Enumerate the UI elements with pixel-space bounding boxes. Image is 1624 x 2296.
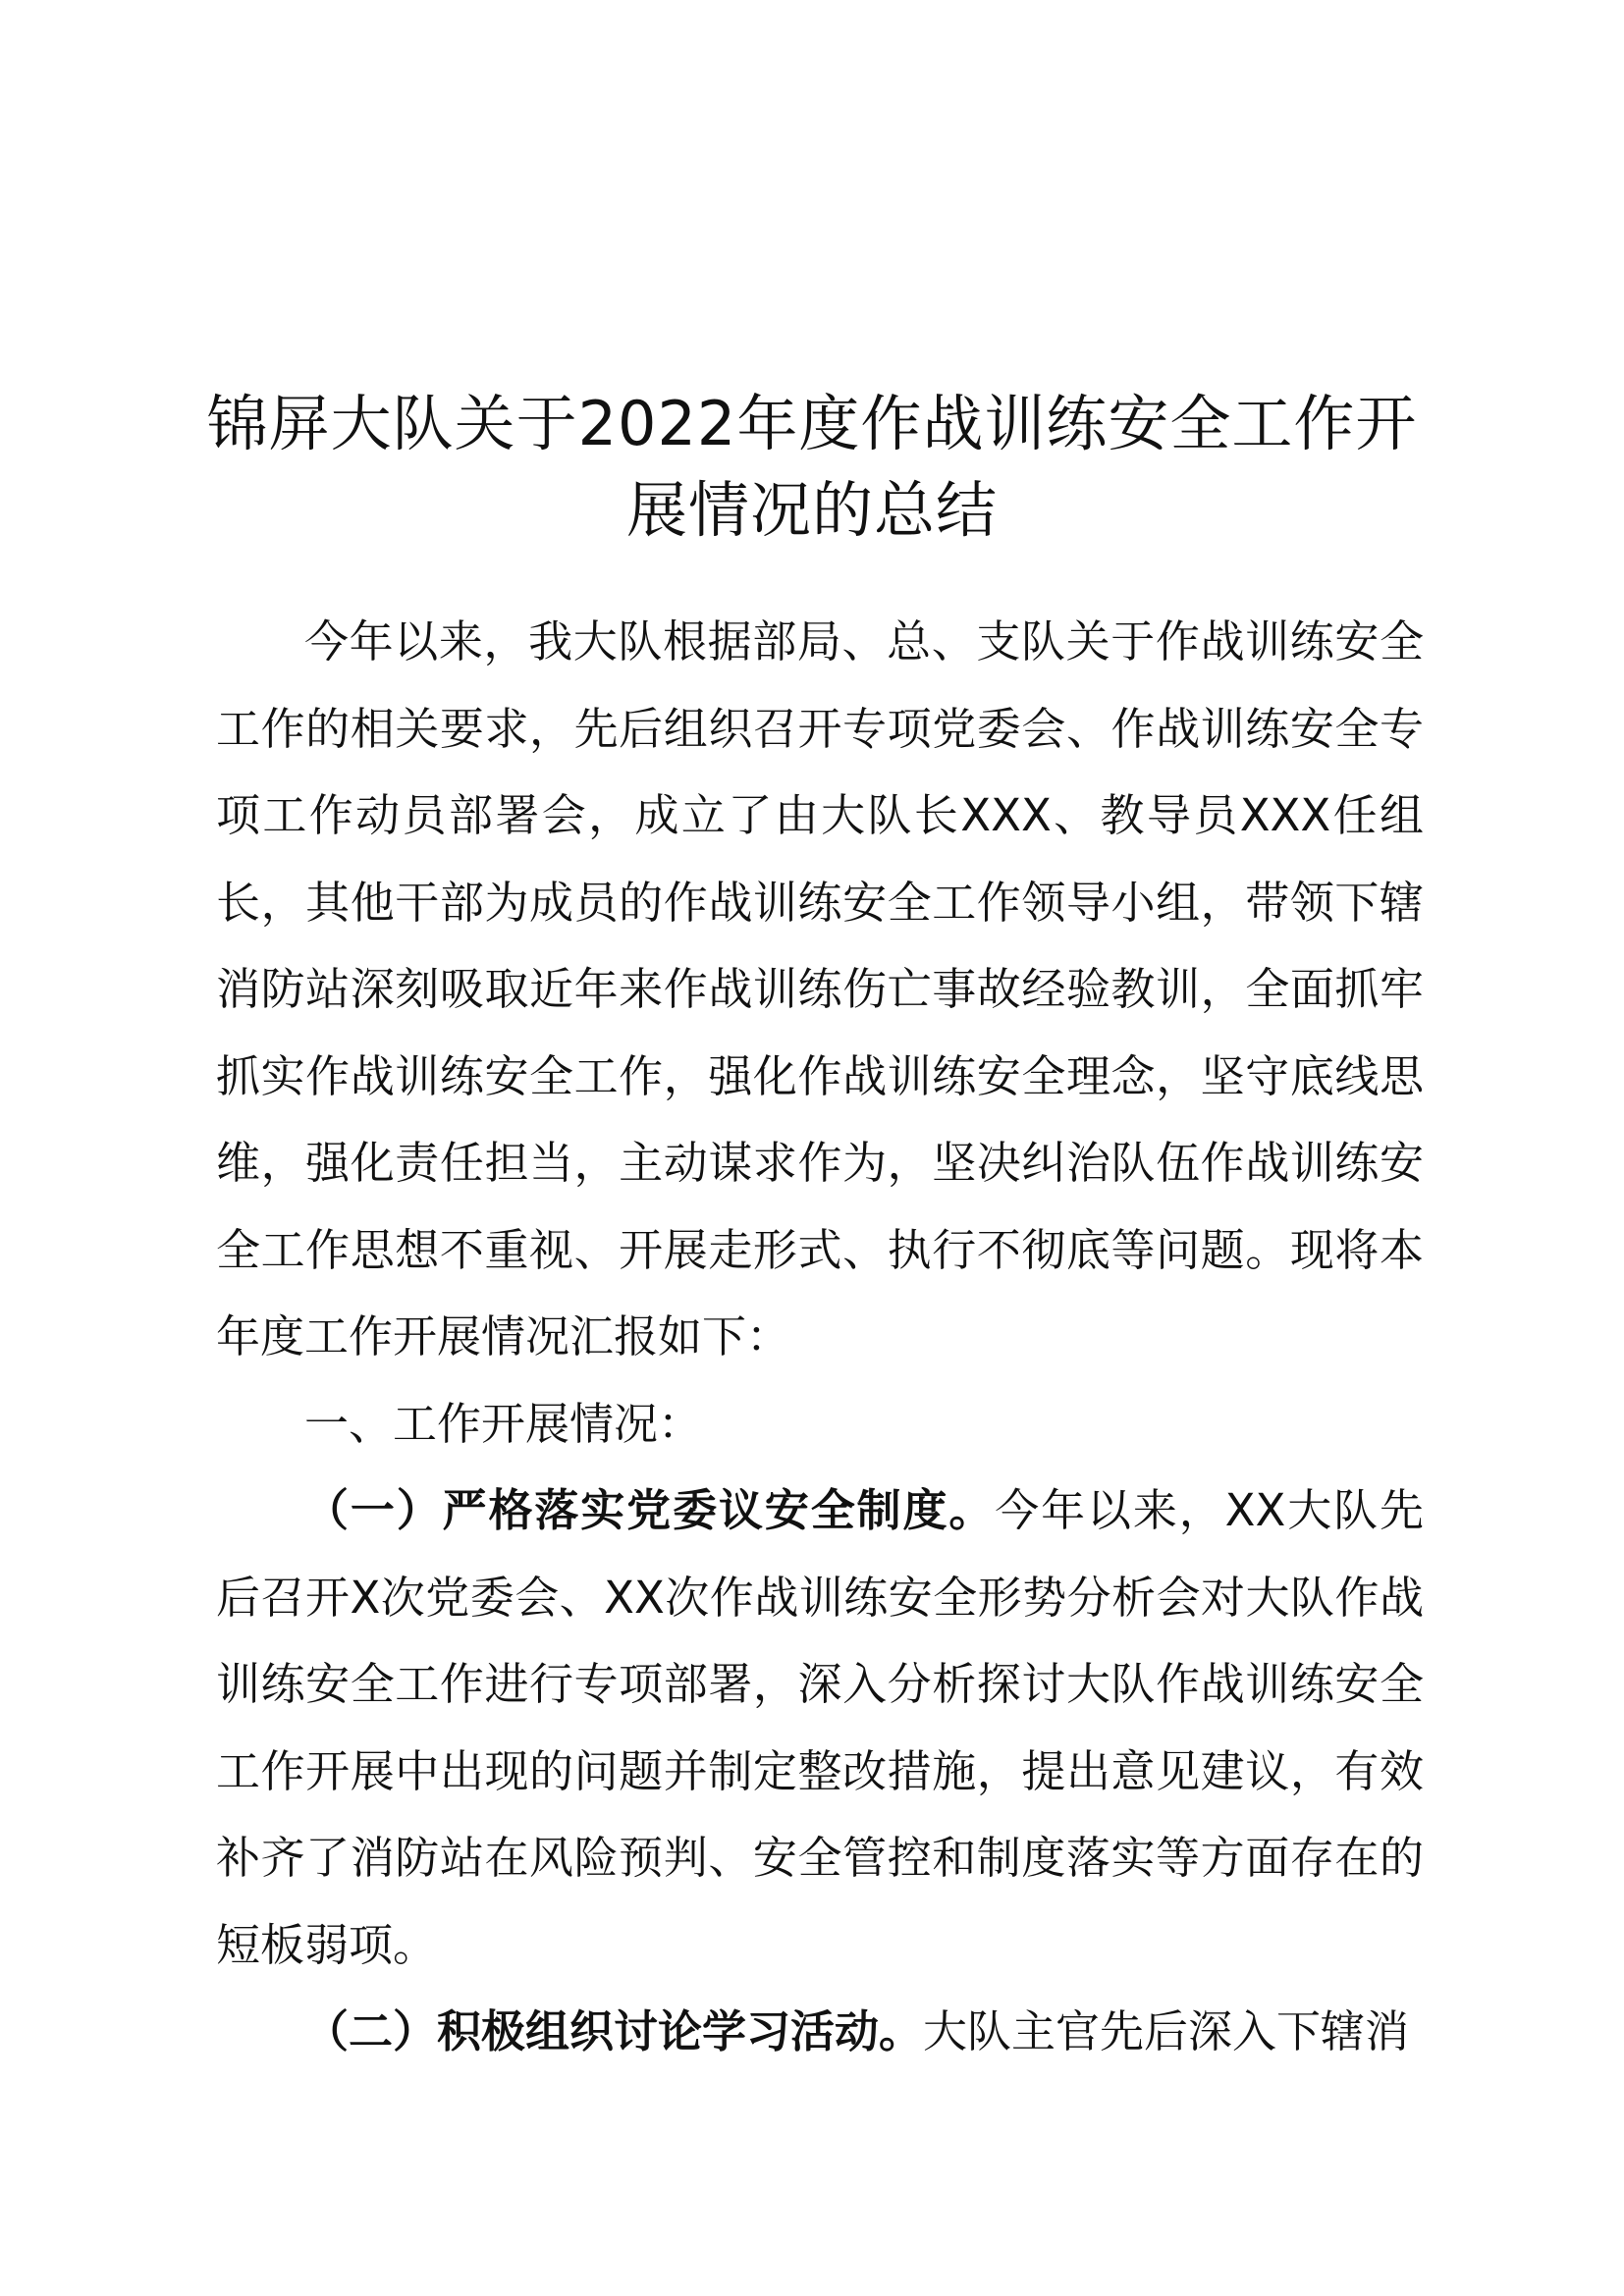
title-line-1: 锦屏大队关于2022年度作战训练安全工作开 [206, 388, 1418, 459]
document-title [196, 381, 1428, 554]
item-paragraph-1 [216, 1468, 1424, 1989]
item-paragraph-2 [216, 1989, 1424, 2076]
item-lead-1: （一）严格落实党委议安全制度。 [304, 1484, 996, 1536]
title-line-2: 展情况的总结 [625, 474, 998, 546]
item-lead-2: （二）积极组织讨论学习活动。 [304, 2005, 924, 2057]
section-heading: 一、工作开展情况： [304, 1397, 703, 1450]
item-text-2: 大队主官先后深入下辖消 [923, 2005, 1410, 2057]
document-body [216, 599, 1424, 2076]
intro-paragraph: 今年以来，我大队根据部局、总、支队关于作战训练安全工作的相关要求，先后组织召开专项党委会、作战训练安全专项工作动员部署会，成立了由大队长XXX、教导员XXX任组长，其他干部为成员的作战训练安全工作领导小组，带领下辖消防站深刻吸取近年来作战训练伤亡事故经验教训，全面抓牢抓实作战训练安全工作，强化作战训练安全理念，坚守底线思维，强化责任担当，主动谋求作为，坚决纠治队伍作战训练安全工作思想不重视、开展走形式、执行不彻底等问题。现将本年度工作开展情况汇报如下： [216, 615, 1424, 1362]
item-text-1: 今年以来，XX大队先后召开X次党委会、XX次作战训练安全形势分析会对大队作战训练安全工作进行专项部署，深入分析探讨大队作战训练安全工作开展中出现的问题并制定整改措施，提出意见建议，有效补齐了消防站在风险预判、安全管控和制度落实等方面存在的短板弱项。 [216, 1484, 1424, 1971]
